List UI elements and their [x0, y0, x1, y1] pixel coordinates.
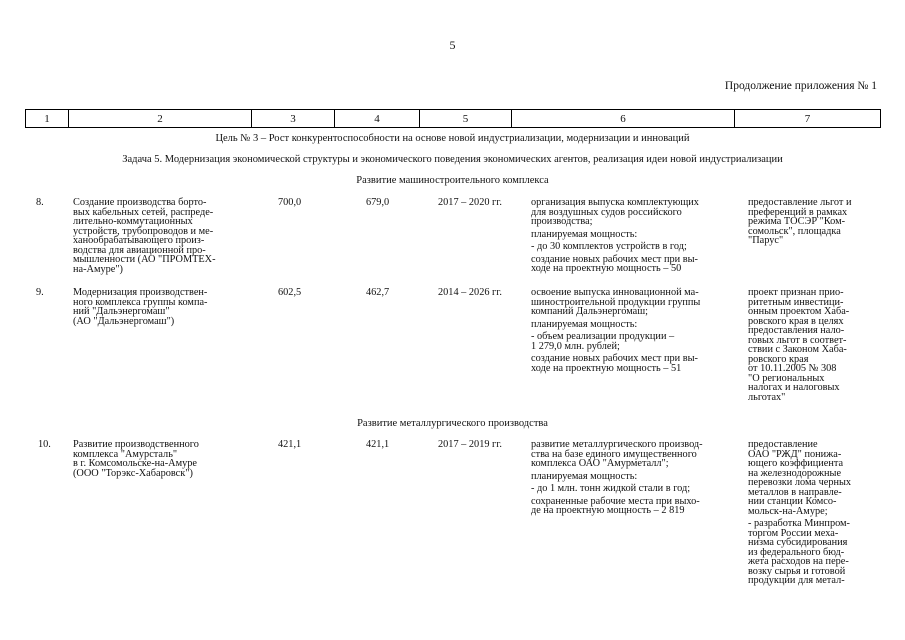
row-10-project: Развитие производственного комплекса "Амурсталь" в г. Комсомольске-на-Амуре (ООО "Торэкс-Хабаровск")	[73, 439, 199, 479]
row-8-project: Создание производства борто- вых кабельных сетей, распреде- лительно-коммутационных устройств, трубопроводов и ме- ханообрабатывающего произ- водства для авиационной про- мышленности (АО "ПРОМТЕХ- на-Амуре")	[73, 197, 216, 275]
row-9-number: 9.	[36, 287, 44, 298]
section-metallurgy: Развитие металлургического производства	[357, 418, 548, 429]
column-number-7: 7	[735, 110, 881, 128]
column-number-2: 2	[69, 110, 252, 128]
row-8-result-3: - до 30 комплектов устройств в год;	[531, 241, 687, 252]
column-number-header	[25, 109, 881, 128]
row-9-col3: 602,5	[278, 287, 302, 298]
task-heading: Задача 5. Модернизация экономической структуры и экономического поведения экономических агентов, реализация идеи новой индустриализации	[122, 154, 783, 165]
goal-heading: Цель № 3 – Рост конкурентоспособности на основе новой индустриализации, модернизации и инноваций	[215, 133, 690, 144]
column-number-1: 1	[26, 110, 69, 128]
row-10-number: 10.	[38, 439, 51, 450]
row-10-support-1: предоставление ОАО "РЖД" понижа- ющего коэффициента на железнодорожные перевозки лома черных металлов в направле- нии станции Комсо- мольск-на-Амуре;	[748, 439, 852, 517]
row-8-number: 8.	[36, 197, 44, 208]
row-9-col4: 462,7	[366, 287, 390, 298]
row-9-result-4: создание новых рабочих мест при вы- ходе на проектную мощность – 51	[531, 353, 698, 374]
row-10-result-4: сохраненные рабочие места при выхо- де на проектную мощность – 2 819	[531, 495, 700, 516]
page-number: 5	[449, 38, 456, 52]
row-10-results	[531, 440, 746, 519]
column-number-5: 5	[420, 110, 512, 128]
row-10-support	[748, 440, 883, 589]
row-9-result-1: освоение выпуска инновационной ма- шиностроительной продукции группы компаний Дальэнергомаш;	[531, 287, 701, 317]
row-8-col4: 679,0	[366, 197, 390, 208]
row-9-project: Модернизация производствен- ного комплекса группы компа- ний "Дальэнергомаш" (АО "Дальэнергомаш")	[73, 287, 208, 327]
row-9-result-3: - объем реализации продукции – 1 279,0 млн. рублей;	[531, 331, 675, 352]
row-10-result-1: развитие металлургического производ- ства на базе единого имущественного комплекса ОАО "Амурметалл";	[531, 439, 703, 469]
row-9-period: 2014 – 2026 гг.	[438, 287, 502, 298]
column-number-3: 3	[252, 110, 335, 128]
column-number-6: 6	[512, 110, 735, 128]
section-machine-building: Развитие машиностроительного комплекса	[356, 175, 549, 186]
row-10-support-2: - разработка Минпром- торгом России меха- низма субсидирования из федерального бюд- жета расходов на пере- возку сырья и готовой продукции для метал-	[748, 518, 850, 586]
column-number-4: 4	[335, 110, 420, 128]
row-9-result-2: планируемая мощность:	[531, 318, 638, 330]
row-9-results	[531, 288, 746, 376]
row-10-result-2: планируемая мощность:	[531, 470, 638, 482]
row-8-col3: 700,0	[278, 197, 302, 208]
row-9-support: проект признан прио- ритетным инвестици- онным проектом Хаба- ровского края в целях предоставления нало- говых льгот в соответ- ствии с Законом Хаба- ровского края от 10.11.2005 № 308 "О региональных налогах и налоговых льготах"	[748, 287, 850, 403]
row-8-result-2: планируемая мощность:	[531, 228, 638, 240]
row-8-result-4: создание новых рабочих мест при вы- ходе на проектную мощность – 50	[531, 253, 698, 274]
row-10-result-3: - до 1 млн. тонн жидкой стали в год;	[531, 483, 691, 494]
continuation-caption: Продолжение приложения № 1	[724, 80, 877, 92]
row-8-period: 2017 – 2020 гг.	[438, 197, 502, 208]
row-10-period: 2017 – 2019 гг.	[438, 439, 502, 450]
row-8-results	[531, 198, 746, 277]
row-10-col4: 421,1	[366, 439, 390, 450]
row-10-col3: 421,1	[278, 439, 302, 450]
row-8-support: предоставление льгот и преференций в рамках режима ТОСЭР "Ком- сомольск", площадка "Парус"	[748, 197, 852, 246]
row-8-result-1: организация выпуска комплектующих для воздушных судов российского производства;	[531, 197, 699, 227]
